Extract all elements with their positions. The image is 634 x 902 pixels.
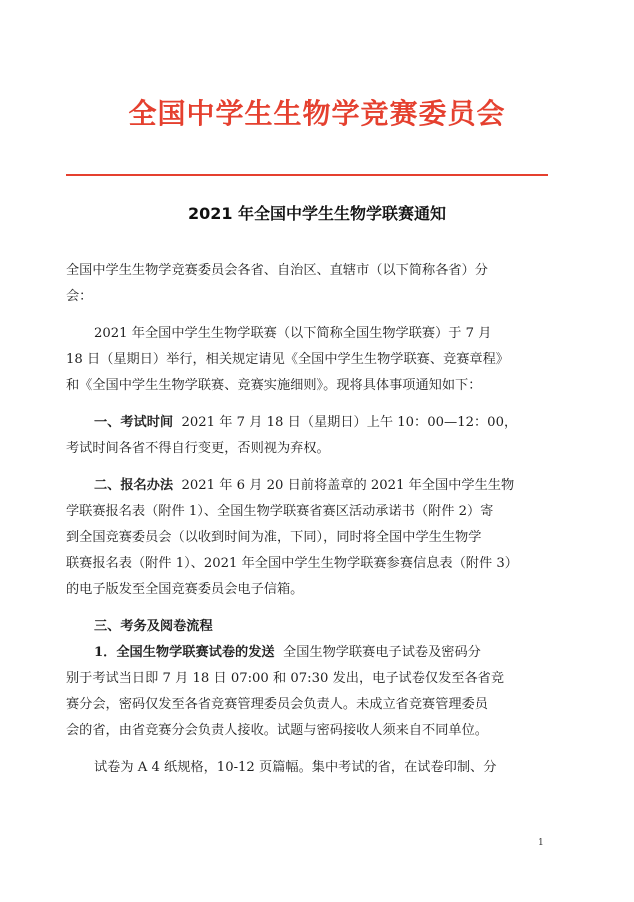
section-registration <box>66 473 546 603</box>
intro-line-2: 18 日（星期日）举行，相关规定请见《全国中学生生物学联赛、竞赛章程》 <box>66 352 509 367</box>
subsection-1-line-3: 赛分会，密码仅发至各省竞赛管理委员会负责人。未成立省竞赛管理委员 <box>66 697 488 712</box>
subsection-1-heading: 1．全国生物学联赛试卷的发送 <box>94 645 275 660</box>
salutation <box>66 258 546 310</box>
subsection-1-text: 全国生物学联赛电子试卷及密码分 <box>283 645 481 660</box>
salutation-line-1: 全国中学生生物学竞赛委员会各省、自治区、直辖市（以下简称各省）分 <box>66 263 488 278</box>
section-3-heading: 三、考务及阅卷流程 <box>94 619 213 634</box>
salutation-line-2: 会： <box>66 289 93 304</box>
section-1-heading: 一、考试时间 <box>94 415 174 430</box>
organization-header: 全国中学生生物学竞赛委员会 <box>128 97 506 130</box>
subsection-1-line-4: 会的省，由省竞赛分会负责人接收。试题与密码接收人须来自不同单位。 <box>66 723 488 738</box>
intro-paragraph <box>66 321 546 399</box>
section-1-line-2: 考试时间各省不得自行变更，否则视为弃权。 <box>66 441 330 456</box>
section-1-text: 2021 年 7 月 18 日（星期日）上午 10：00—12：00， <box>181 415 518 430</box>
intro-line-3: 和《全国中学生生物学联赛、竞赛实施细则》。现将具体事项通知如下： <box>66 378 482 393</box>
section-2-line-4: 联赛报名表（附件 1）、2021 年全国中学生生物学联赛参赛信息表（附件 3） <box>66 556 518 571</box>
subsection-1-line-2: 别于考试当日即 7 月 18 日 07:00 和 07:30 发出，电子试卷仅发至各省竞 <box>66 671 505 686</box>
section-2-line-5: 的电子版发至全国竞赛委员会电子信箱。 <box>66 582 304 597</box>
section-2-line-2: 学联赛报名表（附件 1）、全国生物学联赛省赛区活动承诺书（附件 2）寄 <box>66 504 494 519</box>
section-2-heading: 二、报名办法 <box>94 478 174 493</box>
section-exam-procedure <box>66 614 546 781</box>
intro-line-1: 2021 年全国中学生生物学联赛（以下简称全国生物学联赛）于 7 月 <box>94 326 492 341</box>
section-3-paragraph-2: 试卷为 A 4 纸规格，10-12 页篇幅。集中考试的省，在试卷印制、分 <box>94 760 497 775</box>
notice-title: 2021 年全国中学生生物学联赛通知 <box>187 204 447 223</box>
section-exam-time <box>66 410 546 462</box>
section-2-line-3: 到全国竞赛委员会（以收到时间为准，下同），同时将全国中学生生物学 <box>66 530 482 545</box>
notice-body <box>66 258 546 781</box>
page-number: 1 <box>538 838 544 848</box>
header-divider <box>66 174 548 176</box>
section-2-text: 2021 年 6 月 20 日前将盖章的 2021 年全国中学生生物 <box>181 478 515 493</box>
